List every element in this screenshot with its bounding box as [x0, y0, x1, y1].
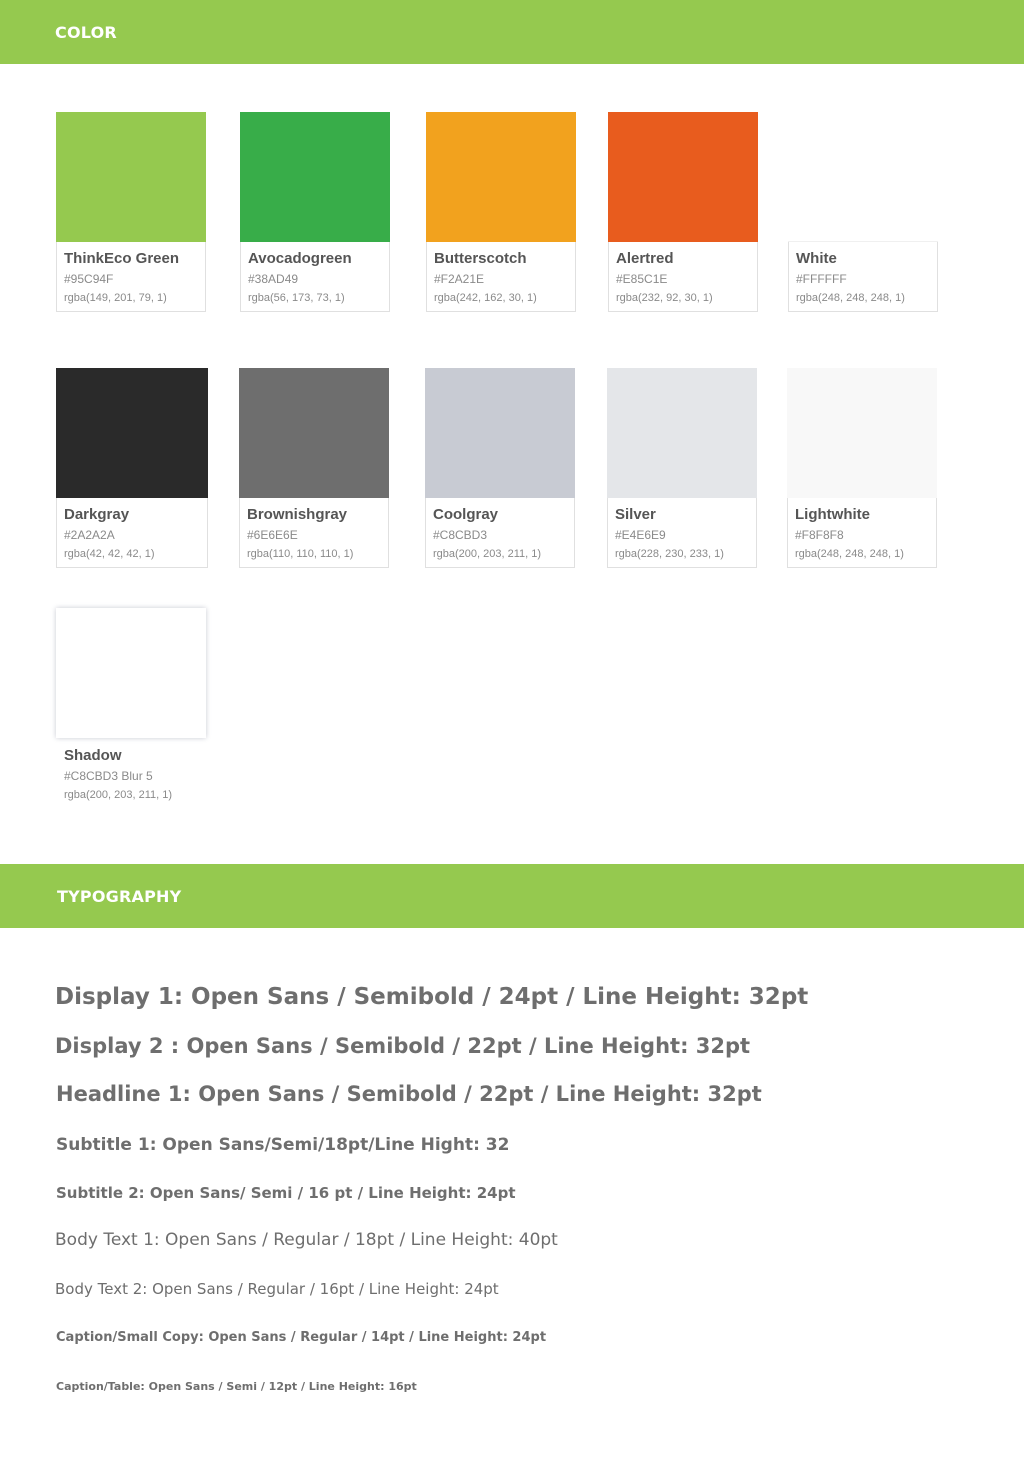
swatch-hex: #C8CBD3 — [433, 528, 488, 542]
swatch-name: Brownishgray — [247, 506, 348, 523]
swatch-name: White — [796, 250, 837, 267]
typography-section-title: TYPOGRAPHY — [57, 887, 182, 906]
typo-subtitle-1: Subtitle 1: Open Sans/Semi/18pt/Line Hight: 32 — [56, 1135, 510, 1155]
swatch-hex: #FFFFFF — [796, 272, 847, 286]
swatch-rgba: rgba(42, 42, 42, 1) — [64, 548, 155, 560]
swatch-name: Shadow — [64, 747, 122, 764]
swatch-lightwhite — [787, 368, 937, 568]
swatch-chip — [56, 368, 208, 498]
swatch-rgba: rgba(200, 203, 211, 1) — [64, 789, 173, 801]
typo-subtitle-2: Subtitle 2: Open Sans/ Semi / 16 pt / Line Height: 24pt — [56, 1184, 516, 1202]
swatch-avocadogreen — [240, 112, 390, 312]
swatch-rgba: rgba(248, 248, 248, 1) — [796, 292, 905, 304]
swatch-hex: #F2A21E — [434, 272, 485, 286]
swatch-rgba: rgba(110, 110, 110, 1) — [247, 548, 354, 560]
swatch-chip — [425, 368, 575, 498]
swatch-chip — [607, 368, 757, 498]
swatch-name: Silver — [615, 506, 656, 523]
swatch-hex: #F8F8F8 — [795, 528, 844, 542]
swatch-name: Coolgray — [433, 506, 499, 523]
swatch-name: Alertred — [616, 250, 674, 267]
swatch-coolgray — [425, 368, 575, 568]
swatch-rgba: rgba(248, 248, 248, 1) — [795, 548, 904, 560]
swatch-hex: #95C94F — [64, 272, 114, 286]
swatch-chip — [608, 112, 758, 242]
swatch-thinkeco-green — [56, 112, 206, 312]
swatch-name: Darkgray — [64, 506, 130, 523]
swatch-brownishgray — [239, 368, 389, 568]
swatch-name: Lightwhite — [795, 506, 870, 523]
typo-caption-small: Caption/Small Copy: Open Sans / Regular / 14pt / Line Height: 24pt — [56, 1330, 547, 1345]
typo-body-1: Body Text 1: Open Sans / Regular / 18pt / Line Height: 40pt — [55, 1230, 558, 1250]
swatch-chip — [56, 112, 206, 242]
swatch-shadow — [56, 608, 206, 808]
typography-section-header — [0, 864, 1024, 928]
swatch-rgba: rgba(56, 173, 73, 1) — [248, 292, 345, 304]
swatch-chip — [240, 112, 390, 242]
swatch-chip — [239, 368, 389, 498]
swatch-chip — [426, 112, 576, 242]
swatch-rgba: rgba(242, 162, 30, 1) — [434, 292, 537, 304]
swatch-name: ThinkEco Green — [64, 250, 180, 267]
typo-body-2: Body Text 2: Open Sans / Regular / 16pt / Line Height: 24pt — [55, 1280, 499, 1298]
swatch-rgba: rgba(149, 201, 79, 1) — [64, 292, 167, 304]
swatch-name: Butterscotch — [434, 250, 527, 267]
swatch-butterscotch — [426, 112, 576, 312]
swatch-darkgray — [56, 368, 208, 568]
swatch-rgba: rgba(232, 92, 30, 1) — [616, 292, 713, 304]
swatch-alertred — [608, 112, 758, 312]
swatch-chip — [787, 368, 937, 498]
typo-headline-1: Headline 1: Open Sans / Semibold / 22pt / Line Height: 32pt — [56, 1082, 762, 1106]
swatch-hex: #6E6E6E — [247, 528, 298, 542]
swatch-hex: #2A2A2A — [64, 528, 115, 542]
swatch-chip — [788, 112, 938, 242]
swatch-silver — [607, 368, 757, 568]
typo-display-1: Display 1: Open Sans / Semibold / 24pt / Line Height: 32pt — [55, 984, 809, 1010]
swatch-name: Avocadogreen — [248, 250, 352, 267]
shadow-chip — [56, 608, 206, 738]
color-section-title: COLOR — [55, 23, 117, 42]
swatch-hex: #E85C1E — [616, 272, 668, 286]
swatch-hex: #38AD49 — [248, 272, 299, 286]
swatch-hex: #E4E6E9 — [615, 528, 666, 542]
typo-caption-table: Caption/Table: Open Sans / Semi / 12pt / Line Height: 16pt — [56, 1380, 417, 1393]
swatch-rgba: rgba(200, 203, 211, 1) — [433, 548, 542, 560]
typo-display-2: Display 2 : Open Sans / Semibold / 22pt / Line Height: 32pt — [55, 1034, 751, 1058]
color-section-header — [0, 0, 1024, 64]
swatch-rgba: rgba(228, 230, 233, 1) — [615, 548, 724, 560]
swatch-hex: #C8CBD3 Blur 5 — [64, 769, 153, 783]
swatch-white — [788, 112, 938, 312]
